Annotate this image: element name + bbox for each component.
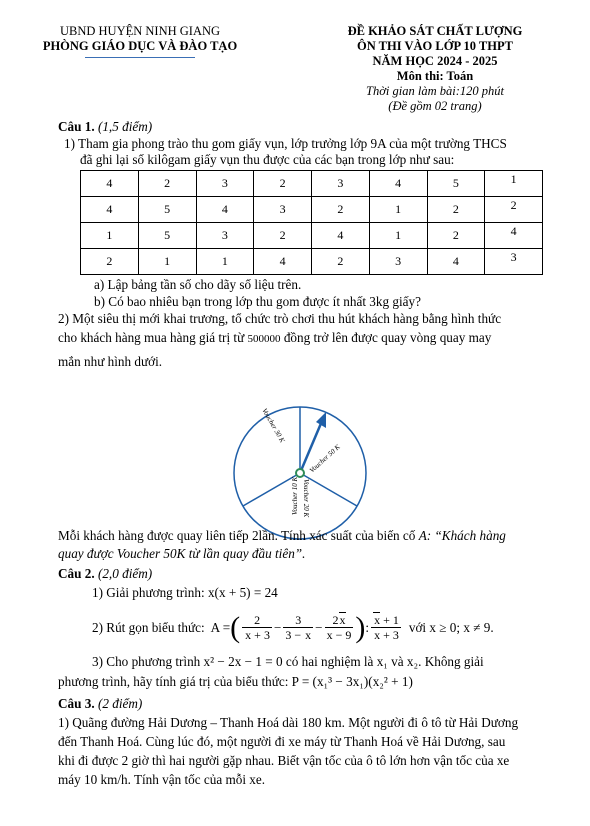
exam-title: ĐỀ KHẢO SÁT CHẤT LƯỢNG [347, 24, 523, 38]
table-cell: 3 [254, 197, 312, 223]
cau2-q1 [92, 584, 278, 601]
table-cell: 5 [138, 223, 196, 249]
school-year: NĂM HỌC 2024 - 2025 [372, 54, 498, 68]
subject: Môn thi: Toán [396, 69, 474, 83]
time-limit: Thời gian làm bài:120 phút [366, 84, 504, 98]
table-row [81, 171, 543, 197]
table-cell: 3 [369, 249, 427, 275]
cau2-q3-line2: phương trình, hãy tính giá trị của biểu thức: P = (x₁³ − 3x₁)(x₂² + 1) [58, 674, 413, 689]
cau1-part-b: b) Có bao nhiêu bạn trong lớp thu gom được ít nhất 3kg giấy? [94, 294, 421, 309]
after-text-b: lần. Tính xác suất của biến cố [258, 528, 416, 543]
cau2-q2 [92, 604, 552, 650]
event-text-c: từ lần quay đầu tiên”. [188, 546, 306, 561]
table-row [81, 197, 543, 223]
cau1-p2-line2 [58, 329, 558, 348]
cau3-line2: đến Thanh Hoá. Cùng lúc đó, một người đi xe máy từ Thanh Hoá về Hải Dương, sau [58, 734, 506, 749]
table-cell: 4 [427, 249, 485, 275]
cau1-p2-line1: 2) Một siêu thị mới khai trương, tổ chức trò chơi thu hút khách hàng bằng hình thức [58, 311, 502, 326]
cau2-title: Câu 2. [58, 566, 95, 581]
cau1-p1-line1: 1) Tham gia phong trào thu gom giấy vụn, lớp trưởng lớp 9A của một trường THCS [64, 136, 507, 151]
table-cell: 5 [138, 197, 196, 223]
wheel-label-10k: Voucher 10 K [291, 476, 299, 515]
table-cell: 4 [369, 171, 427, 197]
table-cell: 3 [312, 171, 370, 197]
table-cell: 5 [427, 171, 485, 197]
table-cell: 2 [312, 249, 370, 275]
event-text-b: quay được Voucher [58, 546, 161, 561]
cau3-line1: 1) Quãng đường Hải Dương – Thanh Hoá dài 180 km. Một người đi ô tô từ Hải Dương [58, 715, 519, 730]
event-value: 50K [163, 546, 186, 561]
cau1-title: Câu 1. [58, 119, 95, 134]
p2-text-a: cho khách hàng mua hàng giá trị từ [58, 330, 245, 345]
wheel-label-50k: Voucher 50 K [307, 443, 342, 475]
table-cell: 1 [81, 223, 139, 249]
wheel-center [296, 469, 304, 477]
table-cell: 2 [485, 197, 543, 223]
cau1-p2-after-line2 [58, 545, 558, 562]
p2-text-b: đồng trở lên được quay vòng quay may [283, 330, 492, 345]
page-count: (Đề gồm 02 trang) [388, 99, 482, 113]
table-cell: 3 [485, 249, 543, 275]
header-rule [85, 57, 195, 58]
department-name: PHÒNG GIÁO DỤC VÀ ĐÀO TẠO [42, 39, 238, 53]
cau3-heading [58, 695, 142, 712]
header-right [300, 24, 570, 114]
cau3-score: (2 điểm) [97, 696, 143, 711]
after-times: 2 [251, 528, 259, 543]
table-cell: 2 [427, 223, 485, 249]
table-cell: 2 [312, 197, 370, 223]
table-cell: 1 [369, 197, 427, 223]
table-cell: 1 [138, 249, 196, 275]
district-name: UBND HUYỆN NINH GIANG [59, 24, 221, 38]
q2-label: 2) Rút gọn biểu thức: [92, 619, 205, 635]
cau2-heading [58, 565, 152, 582]
table-cell: 4 [312, 223, 370, 249]
table-cell: 1 [196, 249, 254, 275]
cau1-p2-after-line1 [58, 527, 558, 544]
cau1-heading [58, 118, 152, 135]
table-cell: 2 [254, 223, 312, 249]
cau2-score: (2,0 điểm) [97, 566, 153, 581]
table-cell: 2 [427, 197, 485, 223]
q2-expression: A = ( $\frac{2}{x + 3}$ − $\frac{3}{3 - x}$ − $\frac{2x}{x - 9}$ ) : $\frac{x + 1}{x + 3}$ [210, 610, 399, 644]
cau2-q3-line1: 3) Cho phương trình x² − 2x − 1 = 0 có hai nghiệm là x₁ và x₂. Không giải [92, 654, 484, 669]
table-cell: 4 [196, 197, 254, 223]
cau3-line3: khi đi được 2 giờ thì hai người gặp nhau. Biết vận tốc của ô tô lớn hơn vận tốc của xe [58, 753, 510, 768]
table-cell: 4 [485, 223, 543, 249]
data-table [80, 170, 543, 275]
cau1-score: (1,5 điểm) [97, 119, 153, 134]
q2-condition: với x ≥ 0; x ≠ 9. [408, 619, 494, 635]
table-cell: 3 [196, 223, 254, 249]
exam-subtitle: ÔN THI VÀO LỚP 10 THPT [357, 39, 513, 53]
table-row [81, 249, 543, 275]
cau1-p1-line2: đã ghi lại số kilôgam giấy vụn thu được của các bạn trong lớp như sau: [80, 152, 455, 167]
wheel-label-30k: Voucher 30 K [260, 407, 287, 445]
cau3-title: Câu 3. [58, 696, 95, 711]
table-cell: 3 [196, 171, 254, 197]
table-cell: 2 [81, 249, 139, 275]
table-cell: 1 [369, 223, 427, 249]
cau3-line4: máy 10 km/h. Tính vận tốc của mỗi xe. [58, 772, 266, 787]
table-cell: 4 [81, 197, 139, 223]
event-text-a: : “Khách hàng [426, 528, 506, 543]
cau1-part-a: a) Lập bảng tần số cho dãy số liệu trên. [94, 277, 302, 292]
cau1-p2-line3: mắn như hình dưới. [58, 354, 163, 369]
table-cell: 2 [138, 171, 196, 197]
table-row [81, 223, 543, 249]
q1-label: 1) Giải phương trình: [92, 585, 205, 600]
p2-money: 500000 [247, 333, 281, 345]
lucky-wheel [200, 395, 370, 545]
table-cell: 1 [485, 171, 543, 197]
event-var: A [418, 528, 427, 543]
table-cell: 4 [254, 249, 312, 275]
table-cell: 2 [254, 171, 312, 197]
after-text-a: Mỗi khách hàng được quay liên tiếp [58, 528, 249, 543]
header-left [20, 24, 260, 58]
wheel-label-20k: Voucher 20 K [302, 479, 310, 518]
table-cell: 4 [81, 171, 139, 197]
q1-equation: x(x + 5) = 24 [207, 585, 278, 600]
